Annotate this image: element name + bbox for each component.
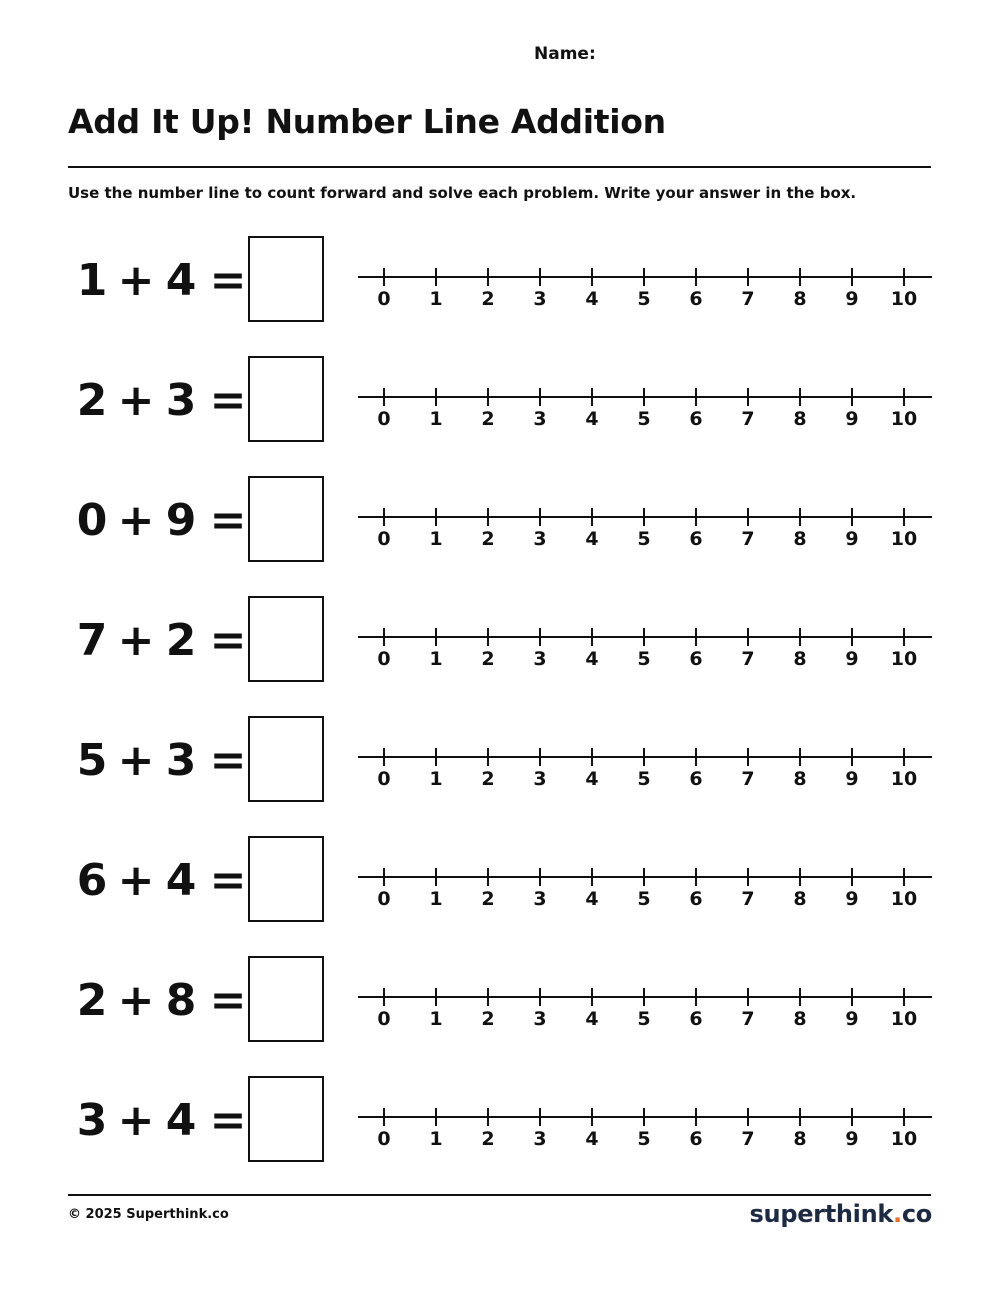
number-line-label: 10 <box>890 1008 918 1030</box>
plus-sign: + <box>117 974 155 1026</box>
number-line-label: 6 <box>689 528 703 550</box>
number-line-label: 4 <box>585 1008 599 1030</box>
equals-sign: = <box>209 254 247 306</box>
number-line-label: 8 <box>793 528 807 550</box>
number-line-label: 9 <box>845 1128 859 1150</box>
answer-box[interactable] <box>248 956 324 1042</box>
number-line-label: 3 <box>533 528 547 550</box>
problem-row <box>0 834 1000 954</box>
number-line-label: 5 <box>637 288 651 310</box>
number-line-label: 0 <box>377 1128 391 1150</box>
number-line <box>358 982 932 1032</box>
problem-row <box>0 954 1000 1074</box>
number-line-label: 10 <box>890 648 918 670</box>
equation <box>76 252 258 308</box>
addend-2: 8 <box>165 974 197 1026</box>
number-line-label: 6 <box>689 288 703 310</box>
equals-sign: = <box>209 374 247 426</box>
number-line-label: 8 <box>793 648 807 670</box>
number-line-label: 2 <box>481 1008 495 1030</box>
number-line-label: 0 <box>377 888 391 910</box>
addend-1: 0 <box>76 494 108 546</box>
number-line-label: 2 <box>481 888 495 910</box>
addend-2: 4 <box>165 854 197 906</box>
answer-box[interactable] <box>248 356 324 442</box>
number-line-label: 0 <box>377 1008 391 1030</box>
number-line-label: 7 <box>741 528 755 550</box>
number-line-label: 2 <box>481 528 495 550</box>
answer-box[interactable] <box>248 836 324 922</box>
number-line-label: 2 <box>481 288 495 310</box>
number-line-label: 5 <box>637 888 651 910</box>
number-line-label: 9 <box>845 408 859 430</box>
number-line-label: 6 <box>689 648 703 670</box>
number-line-label: 1 <box>429 648 443 670</box>
number-line-label: 0 <box>377 768 391 790</box>
copyright-text: © 2025 Superthink.co <box>68 1207 229 1222</box>
plus-sign: + <box>117 854 155 906</box>
equals-sign: = <box>209 614 247 666</box>
number-line-label: 1 <box>429 888 443 910</box>
plus-sign: + <box>117 254 155 306</box>
equation <box>76 1092 258 1148</box>
answer-box[interactable] <box>248 716 324 802</box>
number-line-label: 4 <box>585 888 599 910</box>
number-line-label: 7 <box>741 1128 755 1150</box>
number-line-label: 9 <box>845 288 859 310</box>
addend-2: 4 <box>165 254 197 306</box>
number-line-label: 9 <box>845 1008 859 1030</box>
number-line-label: 0 <box>377 408 391 430</box>
number-line-label: 1 <box>429 288 443 310</box>
number-line-label: 6 <box>689 1128 703 1150</box>
number-line-label: 1 <box>429 528 443 550</box>
addend-2: 3 <box>165 374 197 426</box>
number-line-label: 7 <box>741 648 755 670</box>
number-line-label: 1 <box>429 768 443 790</box>
number-line-label: 3 <box>533 288 547 310</box>
number-line-label: 1 <box>429 1008 443 1030</box>
addend-1: 7 <box>76 614 108 666</box>
number-line-label: 5 <box>637 648 651 670</box>
number-line-label: 3 <box>533 1008 547 1030</box>
page-title: Add It Up! Number Line Addition <box>68 102 666 141</box>
number-line-label: 3 <box>533 768 547 790</box>
number-line-label: 9 <box>845 888 859 910</box>
number-line-label: 4 <box>585 288 599 310</box>
number-line-label: 4 <box>585 648 599 670</box>
number-line-label: 8 <box>793 888 807 910</box>
plus-sign: + <box>117 1094 155 1146</box>
addend-2: 2 <box>165 614 197 666</box>
number-line <box>358 262 932 312</box>
number-line-label: 10 <box>890 768 918 790</box>
logo-text-tld: co <box>901 1200 932 1228</box>
number-line-label: 10 <box>890 288 918 310</box>
number-line-label: 2 <box>481 408 495 430</box>
equals-sign: = <box>209 974 247 1026</box>
addend-1: 6 <box>76 854 108 906</box>
number-line-label: 7 <box>741 1008 755 1030</box>
problem-row <box>0 474 1000 594</box>
addend-1: 1 <box>76 254 108 306</box>
number-line-label: 8 <box>793 408 807 430</box>
number-line-label: 9 <box>845 648 859 670</box>
number-line-label: 6 <box>689 768 703 790</box>
number-line-label: 5 <box>637 1008 651 1030</box>
problem-row <box>0 354 1000 474</box>
number-line-label: 4 <box>585 528 599 550</box>
plus-sign: + <box>117 614 155 666</box>
number-line-label: 6 <box>689 1008 703 1030</box>
instructions-text: Use the number line to count forward and solve each problem. Write your answer in the box. <box>68 184 857 202</box>
number-line-label: 3 <box>533 408 547 430</box>
number-line-label: 2 <box>481 768 495 790</box>
equation <box>76 972 258 1028</box>
logo-text-main: superthink <box>749 1200 894 1228</box>
addend-2: 3 <box>165 734 197 786</box>
problem-row <box>0 234 1000 354</box>
number-line-label: 4 <box>585 1128 599 1150</box>
number-line-label: 7 <box>741 408 755 430</box>
number-line-label: 5 <box>637 408 651 430</box>
number-line <box>358 382 932 432</box>
plus-sign: + <box>117 734 155 786</box>
addend-1: 2 <box>76 374 108 426</box>
number-line-label: 9 <box>845 528 859 550</box>
number-line-label: 5 <box>637 1128 651 1150</box>
number-line-label: 0 <box>377 648 391 670</box>
addend-2: 9 <box>165 494 197 546</box>
number-line-label: 5 <box>637 528 651 550</box>
problem-row <box>0 1074 1000 1194</box>
number-line-label: 10 <box>890 888 918 910</box>
equation <box>76 732 258 788</box>
number-line-label: 3 <box>533 1128 547 1150</box>
plus-sign: + <box>117 374 155 426</box>
number-line-label: 10 <box>890 408 918 430</box>
title-divider <box>68 166 931 168</box>
number-line-label: 2 <box>481 1128 495 1150</box>
number-line-label: 7 <box>741 288 755 310</box>
addend-1: 2 <box>76 974 108 1026</box>
number-line-label: 6 <box>689 408 703 430</box>
answer-box[interactable] <box>248 476 324 562</box>
number-line-label: 8 <box>793 1128 807 1150</box>
number-line-label: 4 <box>585 768 599 790</box>
footer-divider <box>68 1194 931 1196</box>
number-line-label: 2 <box>481 648 495 670</box>
name-label: Name: <box>534 44 596 64</box>
addend-2: 4 <box>165 1094 197 1146</box>
answer-box[interactable] <box>248 596 324 682</box>
problem-row <box>0 594 1000 714</box>
answer-box[interactable] <box>248 236 324 322</box>
equation <box>76 492 258 548</box>
number-line-label: 8 <box>793 288 807 310</box>
superthink-logo[interactable] <box>750 1200 932 1228</box>
number-line-label: 3 <box>533 888 547 910</box>
number-line <box>358 742 932 792</box>
number-line-label: 0 <box>377 528 391 550</box>
number-line-label: 5 <box>637 768 651 790</box>
equals-sign: = <box>209 854 247 906</box>
number-line-label: 10 <box>890 1128 918 1150</box>
problem-row <box>0 714 1000 834</box>
answer-box[interactable] <box>248 1076 324 1162</box>
number-line-label: 8 <box>793 1008 807 1030</box>
equals-sign: = <box>209 734 247 786</box>
number-line-label: 6 <box>689 888 703 910</box>
number-line-label: 1 <box>429 1128 443 1150</box>
equation <box>76 612 258 668</box>
number-line-label: 0 <box>377 288 391 310</box>
addend-1: 3 <box>76 1094 108 1146</box>
number-line-label: 3 <box>533 648 547 670</box>
number-line-label: 8 <box>793 768 807 790</box>
number-line-label: 7 <box>741 888 755 910</box>
equals-sign: = <box>209 494 247 546</box>
addend-1: 5 <box>76 734 108 786</box>
number-line <box>358 1102 932 1152</box>
number-line <box>358 502 932 552</box>
equals-sign: = <box>209 1094 247 1146</box>
number-line-label: 1 <box>429 408 443 430</box>
number-line-label: 4 <box>585 408 599 430</box>
number-line <box>358 622 932 672</box>
equation <box>76 852 258 908</box>
number-line-label: 7 <box>741 768 755 790</box>
plus-sign: + <box>117 494 155 546</box>
number-line-label: 9 <box>845 768 859 790</box>
number-line <box>358 862 932 912</box>
number-line-label: 10 <box>890 528 918 550</box>
logo-dot: . <box>893 1200 902 1228</box>
equation <box>76 372 258 428</box>
